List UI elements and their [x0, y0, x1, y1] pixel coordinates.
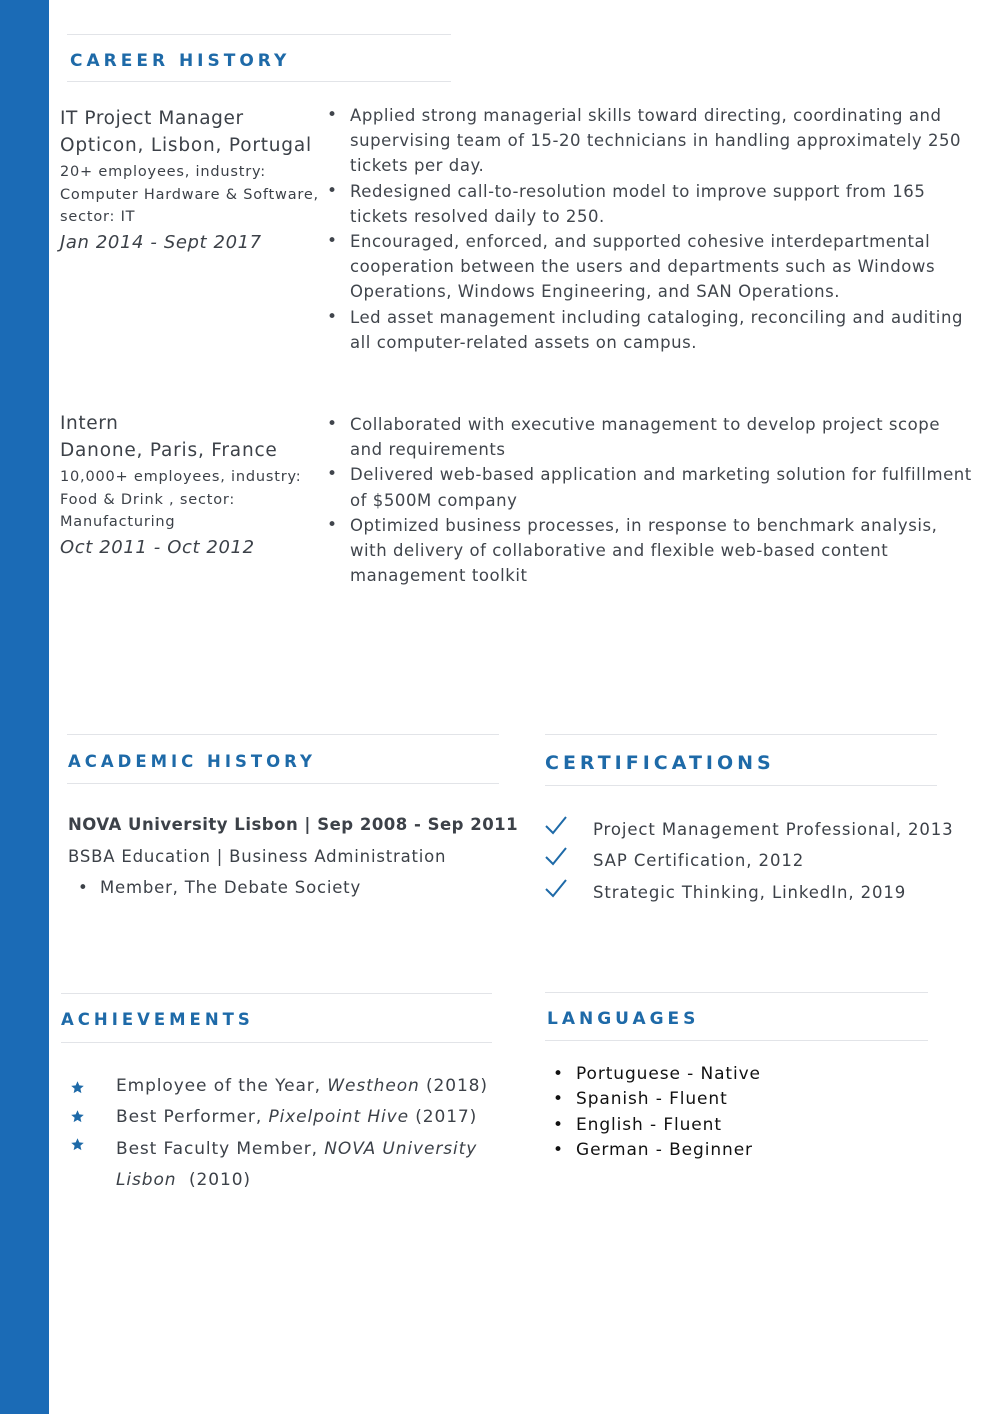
languages-list: [553, 1062, 761, 1164]
achievement-org: NOVA University: [324, 1139, 478, 1159]
job-1-meta-line: sector: IT: [60, 209, 136, 225]
academic-rule-bottom: [67, 783, 499, 784]
job-1-role: IT Project Manager: [60, 108, 244, 129]
job-1-dates: Jan 2014 - Sept 2017: [60, 231, 262, 253]
achievements-title: ACHIEVEMENTS: [61, 1010, 254, 1029]
achievement-text: [116, 1102, 477, 1134]
achievement-org: Pixelpoint Hive: [268, 1107, 409, 1127]
achievement-org: Lisbon: [116, 1170, 177, 1190]
cert-rule-bottom: [545, 785, 937, 786]
job-2-dates: Oct 2011 - Oct 2012: [60, 536, 255, 558]
job-2-bullets: [327, 412, 977, 588]
accent-sidebar: [0, 0, 49, 1414]
achievement-org: Westheon: [327, 1076, 420, 1096]
job-2-info: [60, 411, 330, 561]
list-item: • Encouraged, enforced, and supported cohesive interdepartmental cooperation between the users and departments such as Windows Operations, Windows Engineering, and SAN Operations.: [327, 229, 977, 305]
job-1-meta: [60, 161, 330, 229]
achievement-year: (2017): [408, 1107, 478, 1127]
checkmark-icon: [544, 814, 568, 836]
edu-degree: BSBA Education | Business Administration: [68, 847, 447, 866]
list-item: • Optimized business processes, in response to benchmark analysis, with delivery of collaborative and flexible web-based content management toolkit: [327, 513, 977, 589]
cert-label: Project Management Professional, 2013: [593, 820, 954, 839]
job-1-info: [60, 106, 330, 256]
list-item: • Led asset management including cataloging, reconciling and auditing all computer-related assets on campus.: [327, 305, 977, 355]
achievement-award: Best Faculty Member,: [116, 1139, 325, 1159]
job-1-bullets: [327, 103, 977, 355]
cert-rule-top: [545, 734, 937, 735]
academic-history-title: ACADEMIC HISTORY: [68, 752, 316, 771]
checkmark-icon: [544, 877, 568, 899]
list-item: • English - Fluent: [553, 1113, 761, 1138]
achievement-year: (2018): [419, 1076, 488, 1096]
languages-title: LANGUAGES: [547, 1009, 700, 1029]
achievement-text-cont: [116, 1165, 251, 1197]
star-icon: [70, 1080, 85, 1095]
star-icon: [70, 1109, 85, 1124]
career-history-title: CAREER HISTORY: [70, 51, 291, 71]
job-2-meta-line: Food & Drink , sector:: [60, 491, 236, 508]
edu-school: NOVA University Lisbon | Sep 2008 - Sep 2011: [68, 815, 519, 834]
job-2-meta: [60, 466, 330, 534]
academic-rule-top: [67, 734, 499, 735]
achievement-text: [116, 1134, 477, 1166]
job-1-meta-line: 20+ employees, industry:: [60, 164, 266, 180]
achievements-rule-bottom: [61, 1042, 492, 1043]
achievements-rule-top: [61, 993, 492, 994]
list-item: • Redesigned call-to-resolution model to improve support from 165 tickets resolved daily to 250.: [327, 179, 977, 229]
job-1-meta-line: Computer Hardware & Software,: [60, 186, 319, 203]
list-item: • Delivered web-based application and marketing solution for fulfillment of $500M company: [327, 462, 977, 512]
list-item: • Spanish - Fluent: [553, 1087, 761, 1112]
languages-rule-bottom: [545, 1040, 928, 1041]
job-2-role: Intern: [60, 413, 119, 434]
achievement-text: [116, 1071, 488, 1103]
achievement-award: Employee of the Year,: [116, 1076, 328, 1096]
list-item: • German - Beginner: [553, 1138, 761, 1163]
job-2-meta-line: 10,000+ employees, industry:: [60, 469, 302, 485]
career-rule-top: [67, 34, 451, 35]
cert-label: Strategic Thinking, LinkedIn, 2019: [593, 883, 907, 902]
job-2-company: Danone, Paris, France: [60, 440, 278, 461]
edu-activity: [78, 878, 361, 897]
star-icon: [70, 1137, 85, 1152]
achievement-award: Best Performer,: [116, 1107, 269, 1127]
achievement-year: (2010): [176, 1170, 251, 1190]
certifications-title: CERTIFICATIONS: [545, 752, 775, 774]
career-rule-bottom: [67, 81, 451, 82]
list-item: • Portuguese - Native: [553, 1062, 761, 1087]
job-1-company: Opticon, Lisbon, Portugal: [60, 135, 312, 156]
job-2-meta-line: Manufacturing: [60, 514, 176, 530]
checkmark-icon: [544, 845, 568, 867]
cert-label: SAP Certification, 2012: [593, 851, 805, 870]
edu-activity-label: Member, The Debate Society: [100, 878, 362, 897]
list-item: • Applied strong managerial skills toward directing, coordinating and supervising team of 15-20 technicians in handling approximately 250 tickets per day.: [327, 103, 977, 179]
languages-rule-top: [545, 992, 928, 993]
bullet-icon: •: [78, 878, 89, 897]
list-item: • Collaborated with executive management to develop project scope and requirements: [327, 412, 977, 462]
